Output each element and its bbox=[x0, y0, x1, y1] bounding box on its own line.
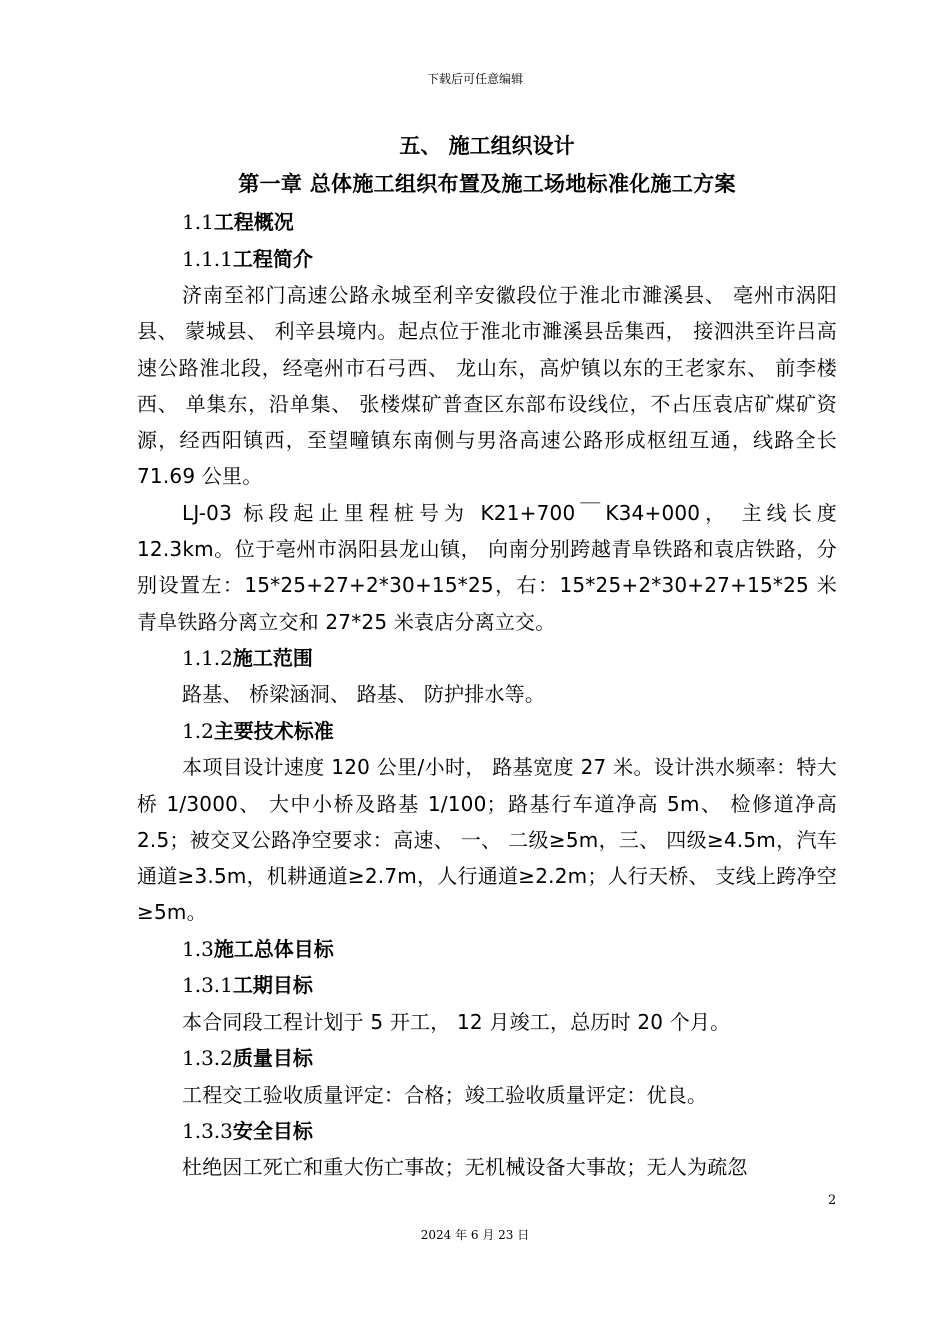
section-number: 1.1.2 bbox=[182, 645, 233, 670]
section-heading bbox=[137, 967, 837, 1004]
section-number: 1.2 bbox=[182, 718, 214, 743]
section-number: 1.3.1 bbox=[182, 973, 233, 998]
document-body bbox=[137, 128, 837, 1186]
paragraph: 路基、 桥梁涵洞、 路基、 防护排水等。 bbox=[182, 682, 546, 707]
section-heading bbox=[137, 241, 837, 278]
paragraph: 工程交工验收质量评定：合格；竣工验收质量评定：优良。 bbox=[182, 1082, 708, 1107]
paragraph: LJ-03 标段起止里程桩号为 K21+700￣K34+000， 主线长度 12.3km。位于亳州市涡阳县龙山镇， 向南分别跨越青阜铁路和袁店铁路，分别设置左：15*25+27+2*30+15*25，右：15*25+2*30+27+15*25 米青阜铁路分离立交和 27*25 米袁店分离立交。 bbox=[137, 500, 837, 634]
paragraph: 本合同段工程计划于 5 开工， 12 月竣工，总历时 20 个月。 bbox=[182, 1009, 731, 1034]
page-footer-date: 2024 年 6 月 23 日 bbox=[420, 1228, 530, 1242]
section-title: 质量目标 bbox=[232, 1046, 313, 1071]
section-title: 工程简介 bbox=[232, 246, 313, 271]
section-title: 工期目标 bbox=[232, 973, 313, 998]
section-number: 1.3.2 bbox=[182, 1046, 233, 1071]
section-heading bbox=[137, 1113, 837, 1150]
paragraph: 本项目设计速度 120 公里/小时， 路基宽度 27 米。设计洪水频率：特大桥 1/3000、 大中小桥及路基 1/100；路基行车道净高 5m、 检修道净高 2.5；被交叉公路净空要求：高速、 一、 二级≥5m，三、 四级≥4.5m，汽车通道≥3.5m，机耕通道≥2.7m，人行通道≥2.2m；人行天桥、 支线上跨净空≥5m。 bbox=[137, 755, 837, 925]
paragraph: 济南至祁门高速公路永城至利辛安徽段位于淮北市濉溪县、 亳州市涡阳县、 蒙城县、 利辛县境内。起点位于淮北市濉溪县岳集西， 接泗洪至许吕高速公路淮北段，经亳州市石弓西、 龙山东，高炉镇以东的王老家东、 前李楼西、 单集东，沿单集、 张楼煤矿普查区东部布设线位，不占压袁店矿煤矿资源，经西阳镇西，至望疃镇东南侧与男洛高速公路形成枢纽互通，线路全长 71.69 公里。 bbox=[137, 283, 837, 489]
paragraph: 杜绝因工死亡和重大伤亡事故；无机械设备大事故；无人为疏忽 bbox=[182, 1155, 748, 1180]
section-number: 1.3.3 bbox=[182, 1118, 233, 1143]
section-number: 1.3 bbox=[182, 936, 214, 961]
section-number: 1.1.1 bbox=[182, 246, 233, 271]
section-heading bbox=[137, 713, 837, 750]
section-heading bbox=[137, 640, 837, 677]
chapter-title: 第一章 总体施工组织布置及施工场地标准化施工方案 bbox=[238, 172, 736, 196]
page-number: 2 bbox=[828, 1193, 837, 1208]
section-title: 施工范围 bbox=[232, 645, 313, 670]
page-header: 下载后可任意编辑 bbox=[426, 72, 523, 86]
section-title: 主要技术标准 bbox=[213, 718, 334, 743]
section-title: 工程概况 bbox=[213, 210, 294, 234]
section-title: 施工总体目标 bbox=[213, 936, 334, 961]
section-title: 安全目标 bbox=[232, 1118, 313, 1143]
section-heading bbox=[137, 1040, 837, 1077]
document-title: 五、 施工组织设计 bbox=[399, 134, 575, 158]
section-number: 1.1 bbox=[182, 210, 214, 234]
section-heading bbox=[137, 931, 837, 968]
section-heading bbox=[137, 204, 837, 241]
